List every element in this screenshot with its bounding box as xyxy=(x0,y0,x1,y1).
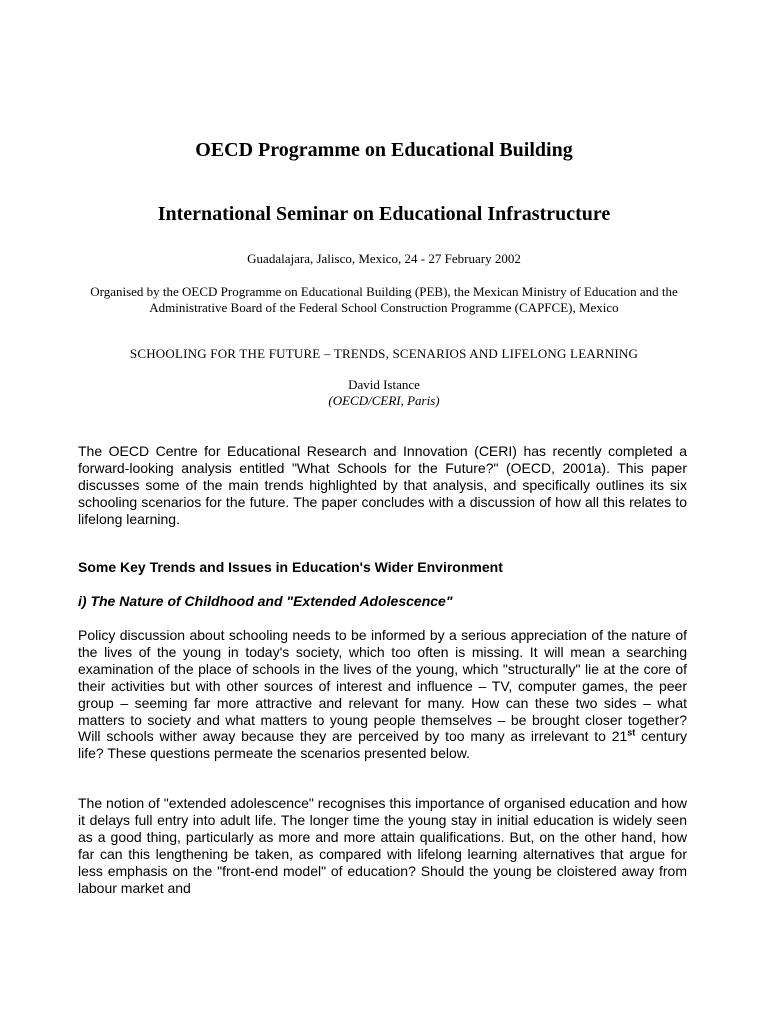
body-paragraph-1 xyxy=(78,627,687,762)
subsection-heading: i) The Nature of Childhood and "Extended Adolescence" xyxy=(78,593,453,609)
author-name: David Istance xyxy=(348,377,420,392)
author-affiliation: (OECD/CERI, Paris) xyxy=(328,393,440,408)
body-paragraph-2: The notion of "extended adolescence" recognises this importance of organised education and how it delays full entry into adult life. The longer time the young stay in initial education is widely seen as a good thing, particularly as more and more attain qualifications. But, on the other hand, how far can this lengthening be taken, as compared with lifelong learning alternatives that argue for less emphasis on the "front-end model" of education? Should the young be cloistered away from labour market and xyxy=(78,795,687,896)
paragraph-1-text: Policy discussion about schooling needs to be informed by a serious appreciation of the nature of the lives of the young in today's society, which too often is missing. It will mean a searching examination of the place of schools in the lives of the young, which "structurally" lie at the core of their activities but with other sources of interest and influence – TV, computer games, the peer group – seeming far more attractive and relevant for many. How can these two sides – what matters to society and what matters to young people themselves – be brought closer together? Will schools wither away because they are perceived by too many as irrelevant to 21 xyxy=(78,627,687,745)
paragraph-1-text-continued: century life? These questions permeate the scenarios presented below. xyxy=(78,728,687,762)
organisers-note: Organised by the OECD Programme on Educational Building (PEB), the Mexican Ministry of Education and the Administrative Board of the Federal School Construction Programme (CAPFCE), Mexico xyxy=(90,284,678,315)
programme-title: OECD Programme on Educational Building xyxy=(195,139,573,161)
seminar-title: International Seminar on Educational Infrastructure xyxy=(157,203,611,225)
paper-title: SCHOOLING FOR THE FUTURE – TRENDS, SCENARIOS AND LIFELONG LEARNING xyxy=(129,346,639,361)
section-heading: Some Key Trends and Issues in Education's Wider Environment xyxy=(78,559,503,575)
location-date: Guadalajara, Jalisco, Mexico, 24 - 27 February 2002 xyxy=(247,251,521,266)
ordinal-superscript: st xyxy=(627,727,636,738)
intro-paragraph: The OECD Centre for Educational Research and Innovation (CERI) has recently completed a forward-looking analysis entitled "What Schools for the Future?" (OECD, 2001a). This paper discusses some of the main trends highlighted by that analysis, and specifically outlines its six schooling scenarios for the future. The paper concludes with a discussion of how all this relates to lifelong learning. xyxy=(78,443,687,527)
